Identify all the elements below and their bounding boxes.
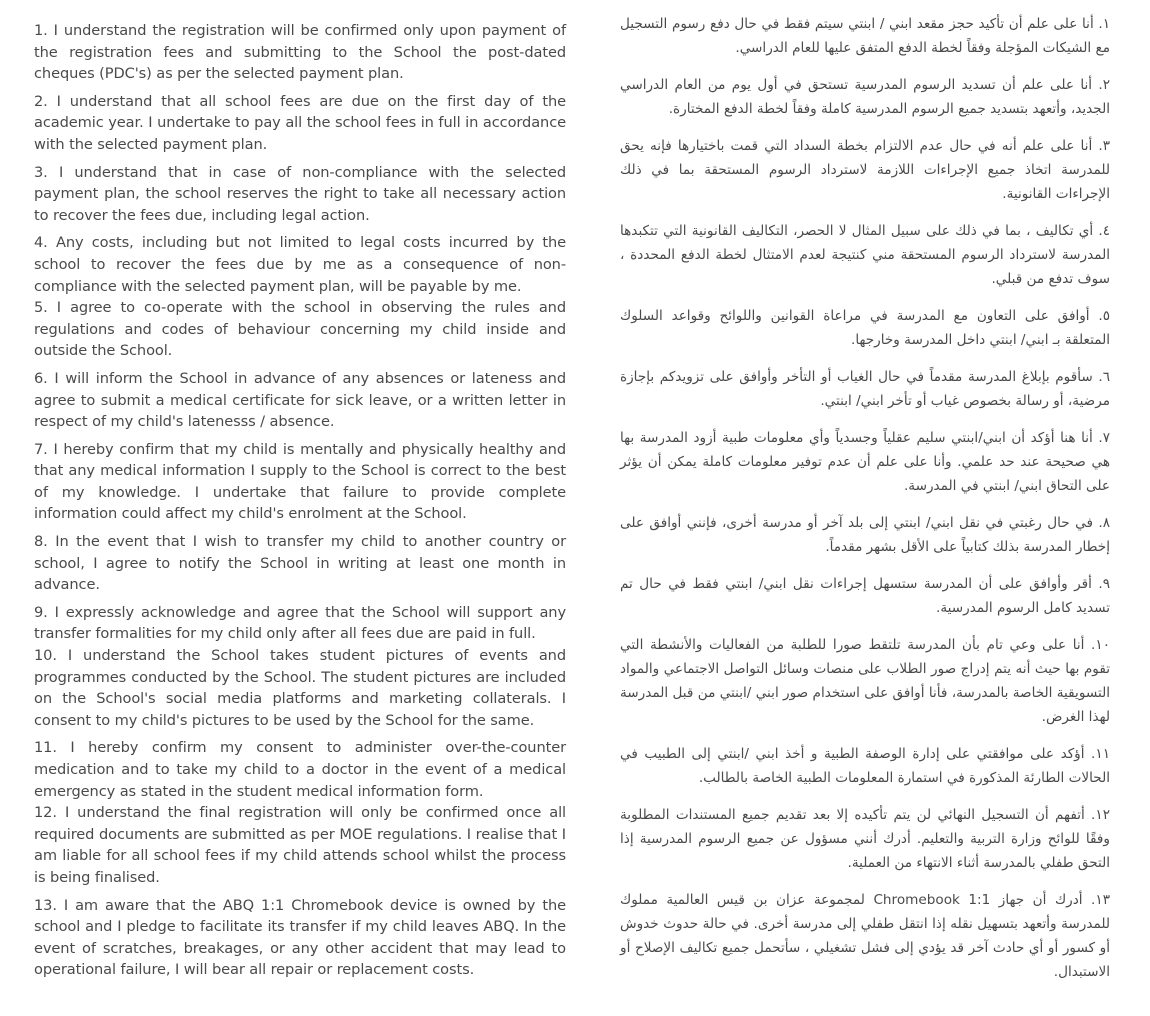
english-term-9: 9. I expressly acknowledge and agree that the School will support any transfer formalities for my child only after all fees due are paid in full. [34,603,566,643]
english-term-11: 11. I hereby confirm my consent to administer over-the-counter medication and to take my child to a doctor in the event of a medical emergency as stated in the student medical information form. [34,739,566,800]
english-term-4: 4. Any costs, including but not limited to legal costs incurred by the school to recover the fees due by me as a consequence of non-compliance with the selected payment plan, will be payable by me. [34,234,566,295]
arabic-term-6: ٦. سأقوم بإبلاغ المدرسة مقدماً في حال الغياب أو التأخر وأوافق على تزويدكم بإجازة مرضية، أو رسالة بخصوص غياب أو تأخر ابني/ ابنتي. [620,369,1110,409]
arabic-term-1: ١. أنا على علم أن تأكيد حجز مقعد ابني / ابنتي سيتم فقط في حال دفع رسوم التسجيل مع الشيكات المؤجلة وفقاً لخطة الدفع المتفق عليها للعام الدراسي. [620,16,1110,56]
arabic-term-13: ١٣. أدرك أن جهاز Chromebook 1:1 لمجموعة عزان بن قيس العالمية مملوك للمدرسة وأتعهد بتسهيل نقله إذا انتقل طفلي إلى مدرسة أخرى. في حالة حدوث خدوش أو كسور أو أي حادث آخر قد يؤدي إلى فشل تشغيلي ، سأتحمل جميع تكاليف الإصلاح أو الاستبدال. [620,892,1110,980]
arabic-term-11: ١١. أؤكد على موافقتي على إدارة الوصفة الطبية و أخذ ابني /ابنتي إلى الطبيب في الحالات الطارئة المذكورة في استمارة المعلومات الطبية الخاصة بالطالب. [620,746,1110,786]
english-term-7: 7. I hereby confirm that my child is mentally and physically healthy and that any medical information I supply to the School is correct to the best of my knowledge. I undertake that failure to provide complete information could affect my child's enrolment at the School. [34,440,566,523]
english-term-2: 2. I understand that all school fees are due on the first day of the academic year. I undertake to pay all the school fees in full in accordance with the selected payment plan. [34,92,566,153]
english-term-13: 13. I am aware that the ABQ 1:1 Chromebook device is owned by the school and I pledge to facilitate its transfer if my child leaves ABQ. In the event of scratches, breakages, or any other accident that may lead to operational failure, I will bear all repair or replacement costs. [34,896,566,979]
english-terms-column [34,20,566,987]
arabic-term-12: ١٢. أتفهم أن التسجيل النهائي لن يتم تأكيده إلا بعد تقديم جميع المستندات المطلوبة وفقًا للوائح وزارة التربية والتعليم. أدرك أنني مسؤول عن جميع الرسوم المدرسية إذا التحق طفلي بالمدرسة أثناء الانتهاء من العملية. [620,807,1110,871]
arabic-term-3: ٣. أنا على علم أنه في حال عدم الالتزام بخطة السداد التي قمت باختيارها فإنه يحق للمدرسة اتخاذ جميع الإجراءات اللازمة لاسترداد الرسوم المستحقة بما في ذلك الإجراءات القانونية. [620,138,1110,202]
arabic-term-5: ٥. أوافق على التعاون مع المدرسة في مراعاة القوانين واللوائح وقواعد السلوك المتعلقة بـ ابني/ ابنتي داخل المدرسة وخارجها. [620,308,1110,348]
arabic-term-9: ٩. أقر وأوافق على أن المدرسة ستسهل إجراءات نقل ابني/ ابنتي فقط في حال تم تسديد كامل الرسوم المدرسية. [620,576,1110,616]
arabic-terms-column [620,12,1110,997]
english-term-8: 8. In the event that I wish to transfer my child to another country or school, I agree to notify the School in writing at least one month in advance. [34,533,566,594]
english-term-10: 10. I understand the School takes student pictures of events and programmes conducted by the School. The student pictures are included on the School's social media platforms and marketing collaterals. I consent to my child's pictures to be used by the School for the same. [34,647,566,729]
english-term-6: 6. I will inform the School in advance of any absences or lateness and agree to submit a medical certificate for sick leave, or a written letter in respect of my child's latenesss / absence. [34,369,566,431]
arabic-term-10: ١٠. أنا على وعي تام بأن المدرسة تلتقط صورا للطلبة من الفعاليات والأنشطة التي تقوم بها حيث أنه يتم إدراج صور الطلاب على منصات وسائل التواصل الاجتماعي والمواد التسويقية الخاصة بالمدرسة، فأنا أوافق على استخدام صور ابني /ابنتي من قبل المدرسة لهذا الغرض. [620,637,1110,725]
english-term-3: 3. I understand that in case of non-compliance with the selected payment plan, the school reserves the right to take all necessary action to recover the fees due, including legal action. [34,163,566,224]
arabic-term-8: ٨. في حال رغبتي في نقل ابني/ ابنتي إلى بلد آخر أو مدرسة أخرى، فإنني أوافق على إخطار المدرسة بذلك كتابياً على الأقل بشهر مقدماً. [620,515,1110,555]
english-term-1: 1. I understand the registration will be confirmed only upon payment of the registration fees and submitting to the School the post-dated cheques (PDC's) as per the selected payment plan. [34,22,566,83]
arabic-term-2: ٢. أنا على علم أن تسديد الرسوم المدرسية تستحق في أول يوم من العام الدراسي الجديد، وأتعهد بتسديد جميع الرسوم المدرسية كاملة وفقاً لخطة الدفع المختارة. [620,77,1110,117]
english-term-12: 12. I understand the final registration will only be confirmed once all required documents are submitted as per MOE regulations. I realise that I am liable for all school fees if my child attends school whilst the process is being finalised. [34,804,566,886]
arabic-term-4: ٤. أي تكاليف ، بما في ذلك على سبيل المثال لا الحصر، التكاليف القانونية التي تتكبدها المدرسة لاسترداد الرسوم المستحقة مني كنتيجة لعدم الامتثال لخطة الدفع المحددة ، سوف تدفع من قبلي. [620,223,1110,287]
english-term-5: 5. I agree to co-operate with the school in observing the rules and regulations and codes of behaviour concerning my child inside and outside the School. [34,299,566,360]
arabic-term-7: ٧. أنا هنا أؤكد أن ابني/ابنتي سليم عقلياً وجسدياً وأي معلومات طبية أزود المدرسة بها هي صحيحة عند حد علمي. وأنا على علم أن عدم توفير معلومات كاملة يمكن أن يؤثر على التحاق ابني/ ابنتي في المدرسة. [620,430,1110,494]
